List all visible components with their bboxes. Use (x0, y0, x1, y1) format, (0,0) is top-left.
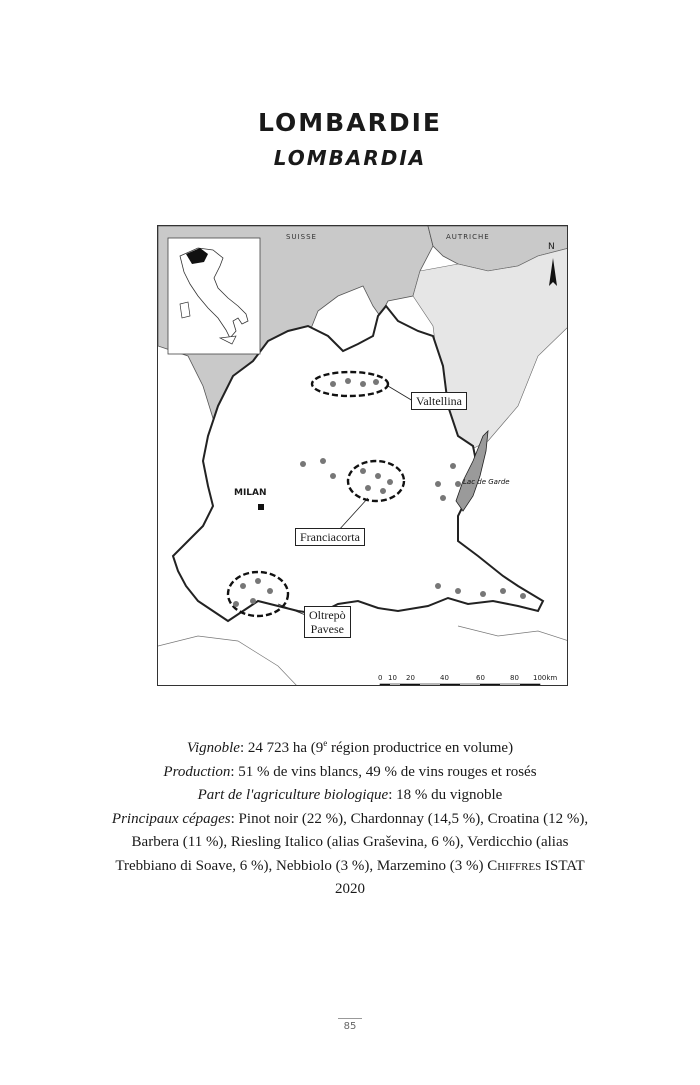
scale-bar (380, 684, 540, 686)
page-subtitle: LOMBARDIA (273, 146, 427, 170)
scale-tick: 20 (406, 674, 415, 682)
oltrepo-label: Oltrepò Pavese (304, 606, 351, 638)
production-line: Production: 51 % de vins blancs, 49 % de vins rouges et rosés (163, 763, 537, 780)
region-map (157, 225, 568, 686)
scale-tick: 10 (388, 674, 397, 682)
scale-tick: 100km (533, 674, 558, 682)
source-note: Chiffres ISTAT 2020 (335, 857, 585, 897)
lake-garda-label: Lac de Garde (463, 478, 510, 486)
page-number: 85 (343, 1021, 357, 1032)
scale-tick: 60 (476, 674, 485, 682)
scale-tick: 40 (440, 674, 449, 682)
scale-tick: 0 (378, 674, 383, 682)
map-drawing (158, 226, 568, 686)
switzerland-label: SUISSE (286, 233, 317, 241)
page-title: LOMBARDIE (258, 108, 442, 137)
milan-marker (258, 504, 264, 510)
bio-line: Part de l'agriculture biologique: 18 % du vignoble (197, 787, 503, 803)
north-label: N (548, 242, 555, 252)
austria-label: AUTRICHE (446, 233, 490, 241)
vignoble-line: Vignoble: 24 723 ha (9e région productrice en volume) (186, 738, 514, 756)
footer-rule (338, 1018, 362, 1019)
milan-label: MILAN (234, 488, 267, 498)
cepages-paragraph: Principaux cépages: Pinot noir (22 %), Chardonnay (14,5 %), Croatina (12 %), Barbera (11 %), Riesling Italico (alias Graševina, 6 %), Verdicchio (alias Trebbiano di Soave, 6 %), Nebbiolo (3 %), Marzemino (3 %) Chiffres ISTAT 2020 (111, 810, 589, 897)
stats-block (110, 732, 590, 902)
scale-tick: 80 (510, 674, 519, 682)
valtellina-label: Valtellina (411, 392, 467, 410)
franciacorta-label: Franciacorta (295, 528, 365, 546)
